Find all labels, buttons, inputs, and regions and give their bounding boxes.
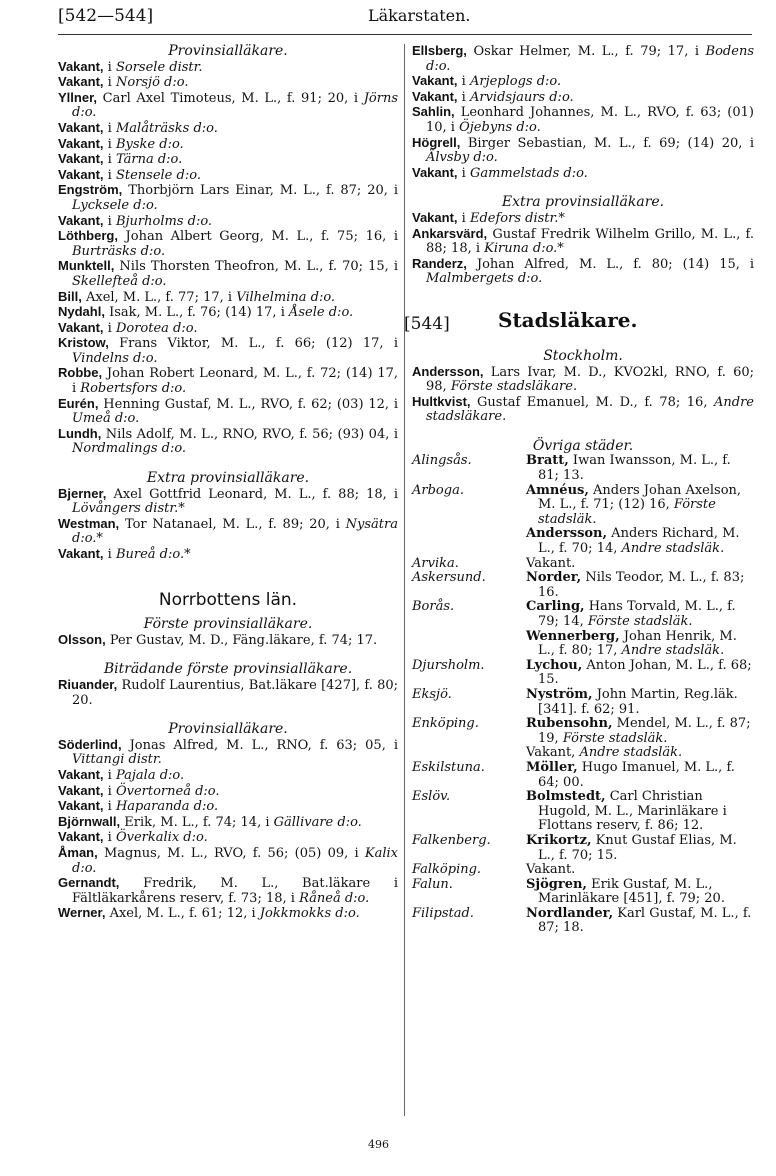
entry-text: Gustaf Fredrik Wilhelm Grillo, M. L., f. 88; 18, i [426,226,754,257]
region-title: Norrbottens län. [158,589,298,610]
entry [58,799,398,815]
section-title: Förste provinsialläkare. [143,616,313,633]
place-name [412,746,526,761]
entry-name: Ankarsvärd, [412,225,488,241]
entry-text: i [103,767,116,783]
entry-text: Magnus, M. L., RVO, f. 56; (05) 09, i [97,845,365,861]
entry-text: Anders Johan Axelson, M. L., f. 71; (12) 16, [538,482,742,513]
entry-location: Jörns d:o. [72,90,398,121]
entry-text: Johan Robert Leonard, M. L., f. 72; (14) 17, i [72,366,398,397]
entry [58,784,398,800]
entry [58,427,398,457]
entry-text: Karl Gustaf, M. L., f. 87; 18. [538,905,752,936]
entry-name: Lychou, [526,657,583,673]
entry-location: Förste stadsläkare. [450,379,578,395]
place-row [412,907,754,936]
entry-location: Förste stadsläk. [587,614,693,629]
entry-name: Vakant, [58,212,104,228]
entry-name: Eurén, [58,395,99,411]
entry-text: Axel, M. L., f. 61; 12, i [105,906,260,922]
entry-name: Andersson, [526,526,608,542]
entry [58,547,398,563]
place-entry [526,761,754,790]
entry-text: i [103,167,116,183]
place-name: Arvika. [412,555,459,571]
entry-location: Andre stadsläkare. [426,394,754,425]
column-divider [404,44,405,1116]
entry-name: Möller, [526,759,578,775]
entry-name: Amnéus, [526,482,589,498]
left-column [58,44,398,922]
entry [412,211,754,227]
entry-name: Lundh, [58,425,102,441]
place-entry [526,527,754,556]
major-title: Stadsläkare. [498,307,638,332]
entry-text: Gustaf Emanuel, M. D., f. 78; 16, [470,394,714,410]
entry [412,395,754,425]
entry-location: Edefors distr.* [469,210,565,226]
entry [58,321,398,337]
entry-name: Vakant, [58,135,104,151]
place-entry [526,688,754,717]
entry [58,678,398,708]
section-title: Extra provinsialläkare. [501,194,665,211]
place-row [412,527,754,556]
entry-location: Andre stadsläk. [621,541,725,557]
entry [58,738,398,768]
entry-text: Axel, M. L., f. 77; 17, i [81,289,237,305]
page-number: 496 [368,1138,389,1151]
place-entry [526,571,754,600]
place-row [412,761,754,790]
page-range: [542—544] [58,6,154,26]
section-title: Provinsialläkare. [168,721,288,738]
entry-location: Vindelns d:o. [72,350,158,366]
entry-text: i [103,136,116,152]
place-name: Falun. [412,876,453,892]
entry-text: Thorbjörn Lars Einar, M. L., f. 87; 20, i [122,183,398,199]
entry-location: Stensele d:o. [115,167,201,183]
entry-name: Vakant, [58,166,104,182]
entry-location: Nysätra d:o.* [72,516,398,547]
entry-name: Vakant, [412,73,458,89]
entry-name: Carling, [526,599,585,615]
entry-text: i [103,152,116,168]
entry-location: Skellefteå d:o. [72,273,167,289]
entry-text: Oskar Helmer, M. L., f. 79; 17, i [466,44,706,59]
entry-text: i [457,165,470,181]
entry-name: Vakant, [58,58,104,74]
entry-location: Förste stadsläk. [562,730,668,746]
entry [412,227,754,257]
entry-text: Jonas Alfred, M. L., RNO, f. 63; 05, i [121,737,398,753]
entry-name: Vakant, [58,546,104,561]
entry-text: Leonhard Johannes, M. L., RVO, f. 63; (01) 10, i [426,105,754,135]
entry-location: Gammelstads d:o. [469,165,588,181]
entry-text: John Martin, Reg.läk. [341]. f. 62; 91. [538,686,738,717]
header-rule [58,34,752,35]
entry-location: Överkalix d:o. [115,830,208,846]
place-entry [526,630,754,659]
place-entry [526,746,754,761]
entry-list [412,365,754,425]
entry-location: Arvidsjaurs d:o. [469,89,574,105]
entry-location: Öjebyns d:o. [459,119,541,135]
entry-name: Bill, [58,288,82,304]
entry [58,137,398,153]
entry-text: Nils Adolf, M. L., RNO, RVO, f. 56; (93) 04, i [101,426,398,442]
place-name: Alingsås. [412,453,472,469]
entry-text: i [103,547,116,562]
place-row [412,484,754,528]
entry [58,152,398,168]
major-heading [404,307,754,343]
section-number: [544] [404,313,450,334]
entry [58,633,398,649]
entry-name: Vakant, [412,164,458,180]
entry-name: Riuander, [58,676,118,692]
entry-name: Sahlin, [412,104,455,120]
section-title: Stockholm. [543,347,623,364]
place-row [412,863,754,878]
entry [412,166,754,182]
running-title: Läkarstaten. [368,6,471,25]
section-title: Biträdande förste provinsialläkare. [103,661,353,678]
entry-list [58,487,398,563]
entry-name: Söderlind, [58,736,122,752]
entry [58,168,398,184]
entry [58,183,398,213]
entry [58,846,398,876]
entry-text: Carl Christian Hugold, M. L., Marinläkare i Flottans reserv, f. 86; 12. [538,789,727,834]
place-entry [526,834,754,863]
entry [412,365,754,395]
entry-text: i [103,783,116,799]
entry-location: Vilhelmina d:o. [236,289,336,305]
entry-name: Högrell, [412,134,461,150]
entry-text: Fredrik, M. L., Bat.läkare i Fältläkarkårens reserv, f. 73; 18, i [72,876,398,906]
entry-name: Randerz, [412,255,467,271]
page-header [58,6,752,32]
entry [58,214,398,230]
entry-location: Pajala d:o. [115,767,185,783]
entry-location: Förste stadsläk. [538,497,716,527]
entry-text: Carl Axel Timoteus, M. L., f. 91; 20, i [97,90,364,106]
place-name: Eslöv. [412,789,451,805]
entry-name: Vakant, [58,829,104,845]
entry-name: Yllner, [58,89,98,105]
entry-text: i [103,830,116,846]
entry-name: Åman, [58,844,98,860]
entry-text: i [457,89,470,105]
entry [58,487,398,517]
entry-name: Kristow, [58,335,109,351]
entry-name: Vakant, [58,151,104,167]
entry-list [412,211,754,287]
entry-text: Erik Gustaf, M. L., Marinläkare [451], f. 79; 20. [538,876,725,907]
entry-text: Johan Henrik, M. L., f. 80; 17, [538,628,737,659]
entry-location: Andre stadsläk. [621,643,725,659]
entry-text: Rudolf Laurentius, Bat.läkare [427], f. 80; 20. [72,677,398,708]
entry-name: Vakant, [58,798,104,814]
entry-text: Knut Gustaf Elias, M. L., f. 70; 15. [538,832,737,863]
entry-text: Vakant, [526,745,580,761]
entry-list [412,44,754,181]
entry-name: Björnwall, [58,813,121,829]
entry-location: Råneå d:o. [299,890,370,906]
entry-name: Vakant, [58,74,104,90]
entry [58,60,398,76]
entry-location: Andre stadsläk. [579,745,683,761]
entry-text: Johan Albert Georg, M. L., f. 75; 16, i [117,229,398,245]
entry-list [58,633,398,649]
place-row [412,454,754,483]
entry [58,366,398,396]
entry-text: i [457,210,470,226]
entry-name: Sjögren, [526,876,587,892]
entry-location: Sorsele distr. [115,59,203,75]
entry-location: Bodens d:o. [426,44,754,74]
place-row [412,746,754,761]
entry-text: i [103,320,116,336]
place-entry [526,454,754,483]
entry [412,105,754,135]
place-list [412,454,754,936]
place-row [412,790,754,834]
entry-text: i [103,213,116,229]
entry-location: Umeå d:o. [72,411,140,427]
entry-name: Löthberg, [58,228,118,244]
entry-text: Isak, M. L., f. 76; (14) 17, i [104,305,289,321]
place-row [412,600,754,629]
entry-text: Henning Gustaf, M. L., RVO, f. 62; (03) 12, i [98,396,398,412]
place-row [412,659,754,688]
entry-location: Älvsby d:o. [426,150,498,166]
place-entry [526,484,754,528]
entry-text: Mendel, M. L., f. 87; 19, [538,716,751,746]
entry-location: Tärna d:o. [115,152,183,168]
entry-location: Övertorneå d:o. [115,783,220,799]
place-row [412,571,754,600]
place-row [412,878,754,907]
entry-text: i [103,120,116,136]
entry-name: Gernandt, [58,875,120,891]
entry-text: i [103,59,116,75]
entry [58,397,398,427]
entry [58,305,398,321]
entry-name: Norder, [526,570,582,586]
entry-name: Vakant, [58,782,104,798]
place-name: Eksjö. [412,686,452,702]
entry-text: Iwan Iwansson, M. L., f. 81; 13. [538,453,731,484]
place-row [412,630,754,659]
entry-location: Vittangi distr. [72,752,162,768]
entry-location: Malåträsks d:o. [115,120,218,136]
place-entry [526,659,754,688]
entry-name: Vakant, [58,119,104,135]
entry-location: Robertsfors d:o. [80,381,187,397]
entry-location: Byske d:o. [115,136,184,152]
place-row [412,688,754,717]
right-column [404,43,754,936]
entry [58,75,398,91]
entry-location: Norsjö d:o. [115,75,189,91]
entry-location: Arjeplogs d:o. [469,74,562,90]
entry-text: Johan Alfred, M. L., f. 80; (14) 15, i [466,256,754,272]
entry-text: Vakant. [526,862,576,878]
entry-location: Haparanda d:o. [115,799,219,815]
entry-text: i [103,75,116,91]
section-title: Extra provinsialläkare. [146,470,310,487]
place-name: Falkenberg. [412,832,491,848]
place-name [412,630,526,659]
place-name: Askersund. [412,570,486,586]
entry-name: Olsson, [58,631,106,647]
entry-text: Lars Ivar, M. D., KVO2kl, RNO, f. 60; 98, [426,364,754,395]
entry [58,91,398,121]
entry [58,517,398,547]
entry [58,815,398,831]
entry-location: Kiruna d:o.* [484,241,564,257]
entry-text: Nils Thorsten Theofron, M. L., f. 70; 15, i [114,259,398,275]
entry-location: Nordmalings d:o. [72,441,187,457]
entry-name: Vakant, [412,209,458,225]
entry-text: Birger Sebastian, M. L., f. 69; (14) 20, i [460,135,754,151]
entry-location: Bureå d:o.* [115,547,191,562]
entry-location: Gällivare d:o. [273,814,362,830]
place-row [412,834,754,863]
entry-name: Nordlander, [526,905,614,921]
place-name: Arboga. [412,482,464,498]
entry-name: Robbe, [58,365,103,381]
entry-name: Nyström, [526,686,593,702]
section-title: Provinsialläkare. [168,43,288,59]
entry-location: Malmbergets d:o. [426,271,543,287]
entry-location: Lövångers distr.* [72,501,185,517]
place-name: Eskilstuna. [412,759,485,775]
entry [412,136,754,166]
place-entry [526,790,754,834]
entry-location: Dorotea d:o. [115,320,198,336]
entry-name: Krikortz, [526,832,592,848]
entry-text: Erik, M. L., f. 74; 14, i [120,814,274,830]
entry-name: Engström, [58,182,123,198]
entry [58,768,398,784]
entry-name: Andersson, [412,363,484,379]
entry-name: Ellsberg, [412,43,467,58]
entry-name: Nydahl, [58,304,105,320]
entry-text: Anders Richard, M. L., f. 70; 14, [538,526,740,557]
entry-text: i [103,799,116,815]
place-name [412,527,526,556]
entry-text: Axel Gottfrid Leonard, M. L., f. 88; 18, i [106,486,398,502]
entry-name: Bolmstedt, [526,789,606,805]
place-entry [526,907,754,936]
entry-location: Burträsks d:o. [72,243,166,259]
entry-location: Åsele d:o. [289,305,354,321]
entry-text: Anton Johan, M. L., f. 68; 15. [538,657,752,688]
place-entry [526,878,754,907]
entry-list [58,738,398,922]
entry-name: Bjerner, [58,485,107,501]
entry-name: Vakant, [412,88,458,104]
place-row [412,717,754,746]
entry [58,906,398,922]
entry [58,336,398,366]
place-entry [526,557,754,572]
entry-text: Hugo Imanuel, M. L., f. 64; 00. [538,759,735,790]
place-entry [526,600,754,629]
entry-location: Lycksele d:o. [72,197,158,213]
entry [412,257,754,287]
entry-name: Vakant, [58,319,104,335]
entry [58,259,398,289]
entry-name: Bratt, [526,453,569,469]
place-row [412,557,754,572]
entry [412,90,754,106]
entry [58,290,398,306]
entry-name: Werner, [58,905,106,921]
entry-name: Westman, [58,515,120,531]
section-title: Övriga städer. [532,437,634,454]
entry-name: Wennerberg, [526,628,620,644]
entry-text: Per Gustav, M. D., Fäng.läkare, f. 74; 17. [105,632,378,648]
place-entry [526,863,754,878]
entry-name: Rubensohn, [526,716,613,732]
entry [58,876,398,906]
entry [58,830,398,846]
entry [412,44,754,74]
entry-location: Jokkmokks d:o. [259,906,360,922]
entry-text: Vakant. [526,555,576,571]
place-name: Falköping. [412,862,482,878]
entry [412,74,754,90]
entry-text: i [457,74,470,90]
place-name: Enköping. [412,716,479,732]
entry-list [58,60,398,457]
entry-text: Tor Natanael, M. L., f. 89; 20, i [119,516,346,532]
entry-location: Bjurholms d:o. [115,213,213,229]
place-name: Filipstad. [412,905,474,921]
entry-name: Hultkvist, [412,393,471,409]
entry-name: Munktell, [58,258,115,274]
place-name: Djursholm. [412,657,485,673]
entry [58,121,398,137]
entry-text: Frans Viktor, M. L., f. 66; (12) 17, i [108,336,398,352]
entry-list [58,678,398,708]
entry [58,229,398,259]
place-entry [526,717,754,746]
entry-text: Hans Torvald, M. L., f. 79; 14, [538,599,736,629]
entry-name: Vakant, [58,766,104,782]
place-name: Borås. [412,599,455,615]
entry-text: Nils Teodor, M. L., f. 83; 16. [538,570,745,600]
entry-location: Kalix d:o. [72,845,398,876]
